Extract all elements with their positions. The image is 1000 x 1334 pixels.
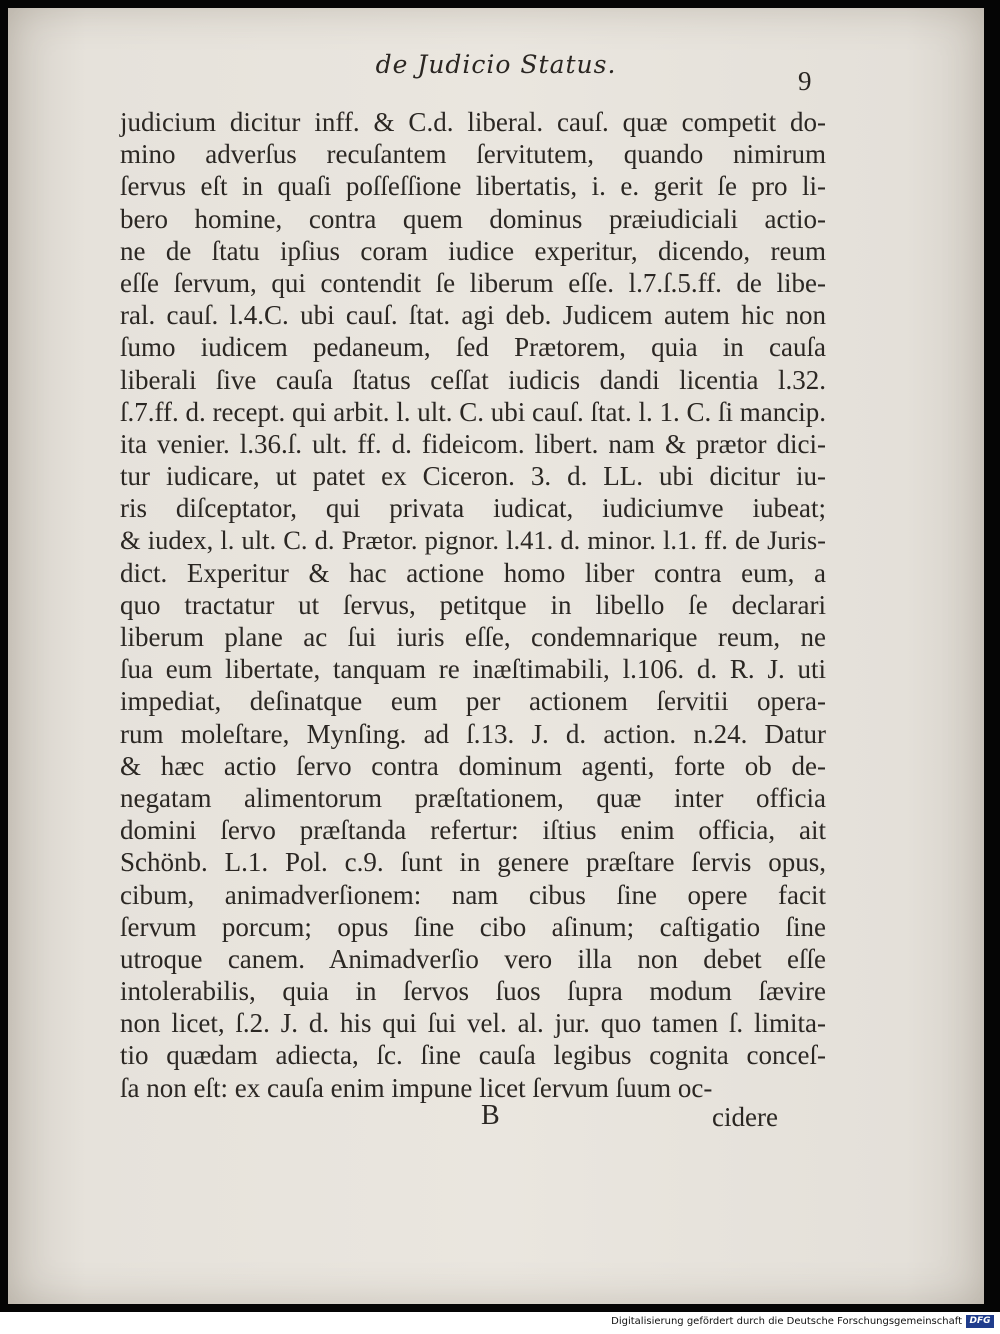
text-line: ne de ſtatu ipſius coram iudice experitur, dicendo, reum [120, 235, 826, 266]
text-line: dict. Experitur & hac actione homo liber contra eum, a [120, 557, 826, 588]
book-page [8, 8, 984, 1304]
signature-mark: B [481, 1100, 500, 1131]
text-line: ral. cauſ. l.4.C. ubi cauſ. ſtat. agi deb. Judicem autem hic non [120, 300, 826, 331]
text-line: impediat, deſinatque eum per actionem ſervitii opera- [120, 686, 826, 717]
funding-credit: Digitalisierung gefördert durch die Deutsche Forschungsgemeinschaft [611, 1316, 962, 1327]
text-line: Schönb. L.1. Pol. c.9. ſunt in genere præſtare ſervis opus, [120, 847, 826, 878]
dfg-logo-icon: DFG [966, 1315, 994, 1328]
text-line: ſa non eſt: ex cauſa enim impune licet ſervum ſuum oc- [120, 1072, 713, 1103]
footer-bar [0, 1312, 1000, 1334]
text-line: ſ.7.ff. d. recept. qui arbit. l. ult. C. ubi cauſ. ſtat. l. 1. C. ſi mancip. [120, 396, 826, 427]
text-line: liberali ſive cauſa ſtatus ceſſat iudicis dandi licentia l.32. [120, 364, 826, 395]
text-line: ris diſceptator, qui privata iudicat, iudiciumve iubeat; [120, 493, 826, 524]
text-line: negatam alimentorum præſtationem, quæ inter officia [120, 782, 826, 813]
text-line: utroque canem. Animadverſio vero illa non debet eſſe [120, 943, 826, 974]
text-line: cibum, animadverſionem: nam cibus ſine opere facit [120, 879, 826, 910]
text-line: quo tractatur ut ſervus, petitque in libello ſe declarari [120, 589, 826, 620]
text-line: tio quædam adiecta, ſc. ſine cauſa legibus cognita conceſ- [120, 1040, 826, 1071]
text-line: domini ſervo præſtanda refertur: iſtius enim officia, ait [120, 815, 826, 846]
running-head: de Judicio Status. [375, 50, 617, 79]
text-line: & iudex, l. ult. C. d. Prætor. pignor. l.41. d. minor. l.1. ff. de Juris- [120, 525, 826, 556]
text-line: ſervus eſt in quaſi poſſeſſione libertatis, i. e. gerit ſe pro li- [120, 171, 826, 202]
text-line: intolerabilis, quia in ſervos ſuos ſupra modum ſævire [120, 976, 826, 1007]
text-line: rum moleſtare, Mynſing. ad ſ.13. J. d. action. n.24. Datur [120, 718, 826, 749]
text-line: ſumo iudicem pedaneum, ſed Prætorem, quia in cauſa [120, 332, 826, 363]
text-line: mino adverſus recuſantem ſervitutem, quando nimirum [120, 139, 826, 170]
text-line: liberum plane ac ſui iuris eſſe, condemnarique reum, ne [120, 622, 826, 652]
text-line: & hæc actio ſervo contra dominum agenti, forte ob de- [120, 750, 826, 781]
body-text [120, 106, 826, 1104]
text-line: tur iudicare, ut patet ex Ciceron. 3. d. LL. ubi dicitur iu- [120, 461, 826, 492]
text-line: ſervum porcum; opus ſine cibo aſinum; caſtigatio ſine [120, 911, 826, 942]
text-line: ſua eum libertate, tanquam re inæſtimabili, l.106. d. R. J. uti [120, 654, 826, 685]
text-line: eſſe ſervum, qui contendit ſe liberum eſſe. l.7.ſ.5.ff. de libe- [120, 267, 826, 298]
text-line: judicium dicitur inff. & C.d. liberal. cauſ. quæ competit do- [120, 107, 826, 137]
text-line: ita venier. l.36.ſ. ult. ff. d. fideicom. libert. nam & prætor dici- [120, 428, 826, 459]
text-line: bero homine, contra quem dominus præiudiciali actio- [120, 203, 826, 234]
catchword: cidere [712, 1102, 778, 1132]
page-number: 9 [798, 66, 812, 96]
text-line: non licet, ſ.2. J. d. his qui ſui vel. al. jur. quo tamen ſ. limita- [120, 1008, 826, 1039]
